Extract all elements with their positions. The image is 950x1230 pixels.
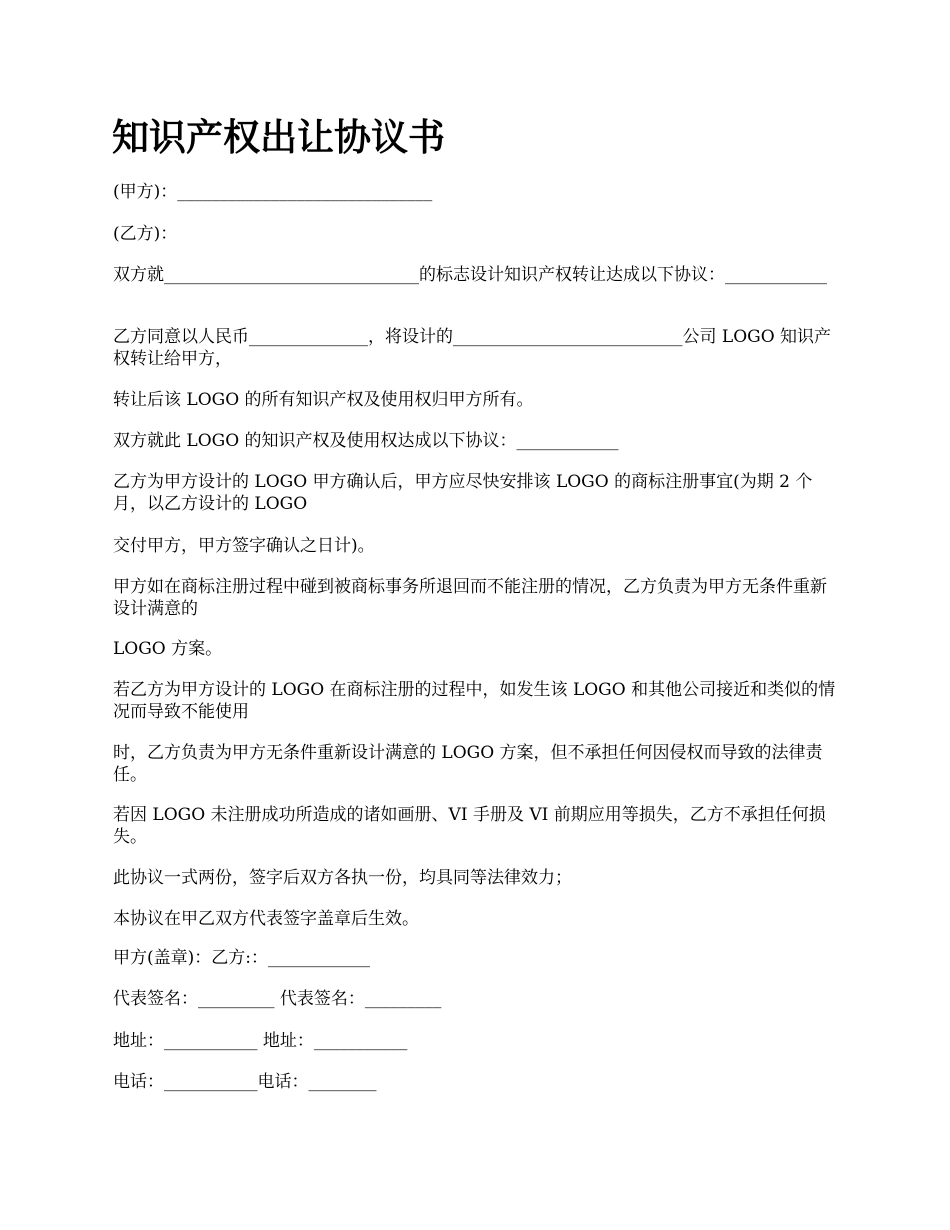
copies-paragraph: 此协议一式两份，签字后双方各执一份，均具同等法律效力； <box>113 868 572 888</box>
rejection-clause-continued: LOGO 方案。 <box>113 639 223 659</box>
effective-paragraph: 本协议在甲乙双方代表签字盖章后生效。 <box>113 909 419 929</box>
address-line: 地址：___________ 地址：___________ <box>113 1031 408 1051</box>
usage-rights-paragraph: 双方就此 LOGO 的知识产权及使用权达成以下协议：____________ <box>113 431 619 451</box>
registration-paragraph: 乙方为甲方设计的 LOGO 甲方确认后，甲方应尽快安排该 LOGO 的商标注册事宜(为期 2 个月，以乙方设计的 LOGO <box>113 472 813 514</box>
ownership-paragraph: 转让后该 LOGO 的所有知识产权及使用权归甲方所有。 <box>113 390 534 410</box>
signature-line: 代表签名：_________ 代表签名：_________ <box>113 989 442 1009</box>
rejection-clause-paragraph: 甲方如在商标注册过程中碰到被商标事务所退回而不能注册的情况，乙方负责为甲方无条件重新设计满意的 <box>113 577 827 619</box>
party-a-line: (甲方)：______________________________ <box>113 182 433 202</box>
agreement-intro-paragraph: 双方就______________________________的标志设计知识产权转让达成以下协议：____________ <box>113 265 827 285</box>
loss-clause-paragraph: 若因 LOGO 未注册成功所造成的诸如画册、VI 手册及 VI 前期应用等损失，乙方不承担任何损失。 <box>113 805 826 847</box>
document-title: 知识产权出让协议书 <box>112 115 445 159</box>
party-b-line: (乙方)： <box>113 224 178 244</box>
liability-paragraph: 时，乙方负责为甲方无条件重新设计满意的 LOGO 方案，但不承担任何因侵权而导致的法律责任。 <box>113 743 823 785</box>
registration-date-paragraph: 交付甲方，甲方签字确认之日计)。 <box>113 536 375 556</box>
phone-line: 电话：___________电话：________ <box>113 1072 377 1092</box>
transfer-price-paragraph: 乙方同意以人民币______________，将设计的___________________________公司 LOGO 知识产权转让给甲方， <box>113 327 832 369</box>
seal-line: 甲方(盖章)：乙方:：____________ <box>113 948 370 968</box>
similarity-clause-paragraph: 若乙方为甲方设计的 LOGO 在商标注册的过程中，如发生该 LOGO 和其他公司接近和类似的情况而导致不能使用 <box>113 680 836 722</box>
